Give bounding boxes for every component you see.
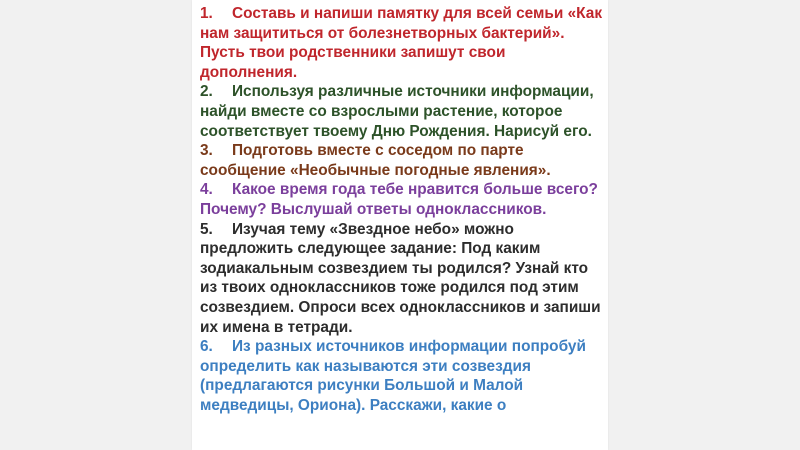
task-item-1 bbox=[200, 4, 606, 82]
task-number: 6. bbox=[200, 338, 213, 356]
task-number: 5. bbox=[200, 220, 213, 238]
task-number: 2. bbox=[200, 83, 213, 101]
task-text: Используя различные источники информации, найди вместе со взрослыми растение, которое соответствует твоему Дню Рождения. Нарисуй его. bbox=[200, 83, 594, 140]
task-text: Составь и напиши памятку для всей семьи «Как нам защититься от болезнетворных бактерий». Пусть твои родственники запишут свои дополнения. bbox=[200, 5, 603, 81]
task-item-6 bbox=[200, 337, 606, 415]
task-item-2 bbox=[200, 82, 606, 141]
task-list bbox=[200, 4, 606, 415]
task-number: 4. bbox=[200, 181, 213, 199]
task-text: Изучая тему «Звездное небо» можно предложить следующее задание: Под каким зодиакальным созвездием ты родился? Узнай кто из твоих одноклассников тоже родился под этим созвездием. Опроси всех одноклассников и запиши их имена в тетради. bbox=[200, 220, 601, 336]
left-background-band bbox=[0, 0, 192, 450]
task-item-3 bbox=[200, 141, 606, 180]
task-text: Подготовь вместе с соседом по парте сообщение «Необычные погодные явления». bbox=[200, 142, 551, 179]
task-number: 3. bbox=[200, 142, 213, 160]
task-item-5 bbox=[200, 220, 606, 338]
right-background-band bbox=[608, 0, 800, 450]
task-text: Из разных источников информации попробуй определить как называются эти созвездия (предлагаются рисунки Большой и Малой медведицы, Ориона). Расскажи, какие о bbox=[200, 338, 586, 414]
text-panel bbox=[192, 0, 608, 450]
task-item-4 bbox=[200, 180, 606, 219]
task-text: Какое время года тебе нравится больше всего? Почему? Выслушай ответы одноклассников. bbox=[200, 181, 598, 218]
task-number: 1. bbox=[200, 5, 213, 22]
